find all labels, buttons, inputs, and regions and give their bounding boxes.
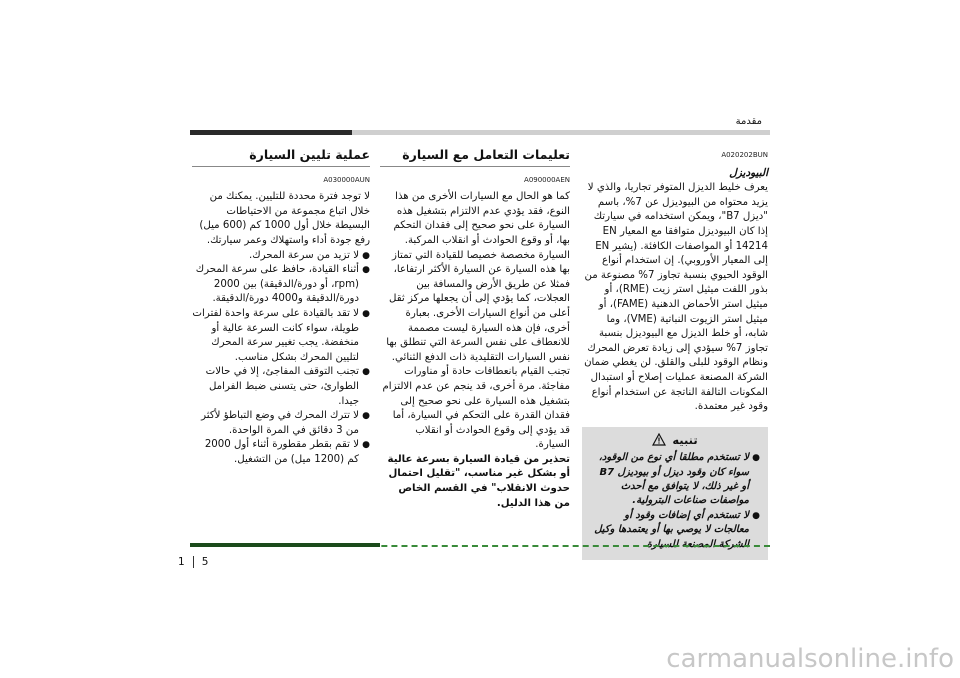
handling-heading: تعليمات التعامل مع السيارة — [380, 148, 570, 167]
section-code: A090000AEN — [524, 175, 570, 184]
bullet-icon: ● — [362, 308, 370, 319]
caution-header — [590, 433, 760, 447]
footer-rule-accent — [190, 543, 380, 547]
bullet-icon: ● — [752, 510, 760, 521]
bullet-icon: ● — [362, 440, 370, 451]
header-rule-accent — [190, 130, 352, 135]
caution-list — [590, 451, 760, 552]
handling-column — [380, 148, 570, 511]
caution-item: ● لا تستخدم أي إضافات وقود أو معالجات لا يوصي بها أو يعتمدها وكيل الشركة المصنعة للسيارة. — [594, 509, 760, 550]
handling-warning: تحذير من قيادة السيارة بسرعة عالية أو بشكل غير مناسب، "تقليل احتمال حدوث الانقلاب" في القسم الخاص من هذا الدليل. — [387, 453, 570, 509]
list-item: ● لا تترك المحرك في وضع التباطؤ لأكثر من 3 دقائق في المرة الواحدة. — [201, 410, 370, 436]
bullet-icon: ● — [362, 265, 370, 276]
handling-paragraph: كما هو الحال مع السيارات الأخرى من هذا النوع، فقد يؤدي عدم الالتزام بتشغيل هذه السيارة على نحو صحيح إلى فقدان التحكم بها، أو وقوع الحوادث أو انقلاب المركبة. السيارة مخصصة خصيصا للقيادة التي تمتاز بها هذه السيارة عن السيارة الأكثر ارتفاعا، فمثلا عن طريق الأرض والمسافة بين العجلات، كما يؤدي إلى أن يجعلها مركز ثقل أعلى من أنواع السيارات الأخرى. بعبارة أخرى، فإن هذه السيارة ليست مصممة للانعطاف على نفس السرعة التي تنطلق بها نفس السيارات التقليدية ذات الدفع الثنائي. — [386, 191, 570, 363]
watermark: carmanualsonline.info — [666, 644, 954, 674]
caution-item: ● لا تستخدم مطلقا أي نوع من الوقود، سواء كان وقود ديزل أو بيوديزل B7 أو غير ذلك، لا يتوافق مع أحدث مواصفات صناعات البترولية. — [598, 452, 760, 507]
page-divider — [193, 556, 194, 568]
page-number — [178, 556, 208, 568]
section-code: A030000AUN — [323, 175, 370, 184]
caution-title: تنبيه — [672, 432, 698, 447]
break-in-list — [192, 249, 370, 468]
list-item: ● لا تقد بالقيادة على سرعة واحدة لفترات طويلة، سواء كانت السرعة عالية أو منخفضة. يجب تغيير سرعة المحرك لتليين المحرك بشكل مناسب. — [192, 307, 370, 363]
list-item: ● أثناء القيادة، حافظ على سرعة المحرك (rpm، أو دورة/الدقيقة) بين 2000 دورة/الدقيقة و4000 دورة/الدقيقة. — [195, 264, 370, 305]
break-in-intro: لا توجد فترة محددة للتليين. يمكنك من خلال اتباع مجموعة من الاحتياطات البسيطة خلال أول 1000 كم (600 ميل) رفع جودة أداء واستهلاك وعمر سيارتك. — [199, 191, 370, 246]
handling-paragraph: تجنب القيام بانعطافات حادة أو مناورات مفاجئة. مرة أخرى، قد ينجم عن عدم الالتزام بتشغيل هذه السيارة على نحو صحيح إلى فقدان القدرة على التحكم في السيارة، أما قد يؤدي إلى وقوع الحوادث أو انقلاب السيارة. — [382, 366, 570, 451]
section-title: مقدمة — [735, 116, 762, 127]
biodiesel-paragraph: يعرف خليط الديزل المتوفر تجاريا، والذي لا يزيد محتواه من البيوديزل عن 7%، باسم "ديزل B7"، ويمكن استخدامه في سيارتك إذا كان البيوديزل متوافقا مع المعيار EN 14214 أو المواصفات الكافئة. (يشير EN إلى المعيار الأوروبي). إن استخدام أنواع الوقود الحيوي بنسبة تجاوز 7% مصنوعة من بذور اللفت ميثيل استر زيت (RME)، أو ميثيل استر الأحماض الدهنية (FAME)، أو ميثيل استر الزيوت النباتية (VME)، وما شابه، أو خلط الديزل مع البيوديزل بنسبة تجاوز 7% سيؤدي إلى زيادة تعرض المحرك ونظام الوقود للبلى والقلق. لن يغطي ضمان الشركة المصنعة عمليات إصلاح أو استبدال المكونات التالفة الناتجة عن استخدام أنواع وقود غير معتمدة. — [584, 182, 768, 413]
bullet-icon: ● — [362, 250, 370, 261]
biodiesel-column — [582, 148, 768, 560]
break-in-heading: عملية تليين السيارة — [192, 148, 370, 167]
section-code: A020202BUN — [721, 151, 768, 159]
page-chapter: 1 — [178, 556, 185, 568]
break-in-column — [192, 148, 370, 467]
biodiesel-subheading: البيوديزل — [729, 166, 768, 179]
list-item: ● لا تزيد من سرعة المحرك. — [192, 249, 370, 264]
caution-box — [582, 427, 768, 560]
bullet-icon: ● — [362, 411, 370, 422]
list-item: ● لا تقم بقطر مقطورة أثناء أول 2000 كم (1200 ميل) من التشغيل. — [204, 439, 370, 465]
bullet-icon: ● — [362, 367, 370, 378]
bullet-icon: ● — [752, 453, 760, 464]
warning-triangle-icon — [652, 433, 666, 446]
page-index: 5 — [201, 556, 209, 568]
list-item: ● تجنب التوقف المفاجئ، إلا في حالات الطوارئ، حتى يتسنى ضبط الفرامل جيدا. — [205, 366, 370, 407]
